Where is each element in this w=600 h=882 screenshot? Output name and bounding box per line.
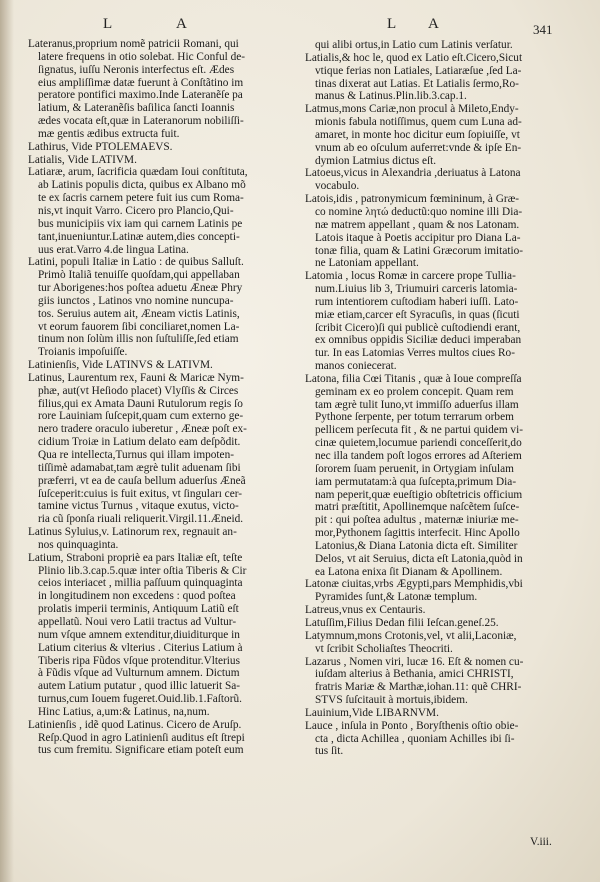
text-line: Lathirus, Vide PTOLEMAEVS. — [28, 140, 173, 153]
text-line: mæ gentis ædibus extructa fuit. — [38, 127, 180, 140]
text-line: Latini, populi Italiæ in Latio : de quibus Salluſt. — [28, 256, 244, 269]
text-line: Latialis, Vide LATIVM. — [28, 153, 137, 166]
text-line: vnum ab eo oſculum auferret:vnde & ipſe En- — [315, 141, 522, 154]
text-line: num.Liuius lib 3, Triumuiri carceris latomia- — [315, 283, 518, 296]
right-column — [305, 39, 587, 758]
left-column — [28, 38, 310, 757]
text-line: Troianis impoſuiſſe. — [38, 346, 128, 359]
text-line: pit : qui poſtea adultus , maternæ iniuriæ me- — [315, 514, 519, 527]
text-line: turnus,cum Iouem fugeret.Ouid.lib.1.Faſtorũ. — [38, 693, 242, 706]
text-line: tamine victus Turnus , vitaque exutus, victo- — [38, 500, 239, 513]
text-line: Latiaræ, arum, ſacrificia quædam Ioui conſtituta, — [28, 166, 248, 179]
text-line: amaret, in monte hoc dicitur eum ſopiuiſſe, vt — [315, 128, 520, 141]
text-line: nos quinquaginta. — [38, 538, 119, 551]
text-line: tinum non ſolùm illis non ſuſtuliſſe,ſed etiam — [38, 333, 239, 346]
header-letter: L — [103, 16, 113, 32]
text-line: ſuſceperit:cuius is fuit exitus, vt ſinguları cer- — [38, 487, 243, 500]
text-line: fratris Mariæ & Marthæ,iohan.11: quẽ CHRI- — [315, 681, 522, 694]
text-line: eius ampliſſimæ datæ fuerunt à Conſtãtino im — [38, 76, 244, 89]
text-line: miæ etiam,carcer eſt Syracuſis, in quas (ſicuti — [315, 308, 520, 321]
text-line: STVS ſuſcitauit à mortuis,ibidem. — [315, 694, 468, 707]
text-line: nero tradere oraculo iuberetur , Æneæ poſt ex- — [38, 423, 247, 436]
text-line: Latona, filia Cœi Titanis , quæ à Ioue compreſſa — [305, 372, 522, 385]
text-line: Latinus, Laurentum rex, Fauni & Maricæ Nym- — [28, 371, 244, 384]
text-line: co nomine λητώ deductũ:quo nomine illi Dia- — [315, 205, 523, 218]
text-line: ſignatus, iuſſu Neronis interfectus eſt. Ædes — [38, 63, 235, 76]
text-line: Latonius,& Diana Latonia dicta eſt. Similiter — [315, 539, 518, 552]
text-line: Delos, vt ait Seruius, dicta eſt Latonia,quòd in — [315, 552, 523, 565]
text-line: appellatũ. Noui vero Latii tractus ad Vultur- — [38, 615, 237, 628]
text-line: prolatis imperii terminis, Antiquum Latiũ eſt — [38, 603, 239, 616]
text-line: latere frequens in otio solebat. Hic Conful de- — [38, 50, 246, 63]
text-line: tos. Seruius autem ait, Æneam victis Latinis, — [38, 307, 240, 320]
text-line: phæ, aut(vt Heſiodo placet) Vlyſſis & Circes — [38, 384, 239, 397]
text-line: rum intentiorem cuſtodiam haberi iuſſi. Lato- — [315, 295, 519, 308]
text-line: manos coniecerat. — [315, 360, 397, 373]
text-line: mor,Pythonem ſagittis interfecit. Hinc Apollo — [315, 527, 520, 540]
text-line: te ex ſacris carnem petere fuit ius cum Roma- — [38, 192, 244, 205]
text-line: Lazarus , Nomen viri, lucæ 16. Eſt & nomen cu- — [305, 655, 524, 668]
catchword: V.iii. — [530, 836, 552, 848]
text-line: Hinc Latius, a,um:& Latinus, na,num. — [38, 705, 210, 718]
text-line: Pythone ſerpente, per totum terrarum orbem — [315, 411, 514, 424]
text-line: Latinus Syluius,v. Latinorum rex, regnauit an- — [28, 526, 237, 539]
page-number: 341 — [533, 22, 553, 37]
text-line: cta , dicta Achillea , quoniam Achilles ibi ſi- — [315, 732, 515, 745]
running-header — [0, 10, 600, 40]
text-line: bus municipiis vix iam qui carnem Latinis pe — [38, 217, 243, 230]
text-line: Latium citerius & vlterius . Citerius Latium à — [38, 641, 243, 654]
text-line: Latomia , locus Romæ in carcere prope Tullia- — [305, 270, 516, 283]
text-line: Latium, Straboni propriè ea pars Italiæ eſt, teſte — [28, 551, 243, 564]
text-line: Tiberis ripa Fũdos vſque protenditur.Vlterius — [38, 654, 240, 667]
text-line: iam permutatam:à qua ſuſcepta,primum Dia- — [315, 475, 517, 488]
text-line: Plinio lib.3.cap.5.quæ inter oſtia Tiberis & Cir — [38, 564, 247, 577]
text-line: Latialis,& hoc le, quod ex Latio eſt.Cicero,Sicut — [305, 51, 523, 64]
text-line: filius,qui ex Amata Dauni Rutulorum regis ſo — [38, 397, 243, 410]
text-line: ria cũ ſponſa riuali reliquerit.Virgil.11.Æneid. — [38, 513, 244, 526]
text-line: à Fũdis vſque ad Vulturnum amnem. Dictum — [38, 667, 240, 680]
text-line: mionis fabula notiſſimus, quem cum Luna ad- — [315, 116, 522, 129]
text-line: nis,vt inquit Varro. Cicero pro Plancio,Qui- — [38, 204, 234, 217]
text-line: Latonæ ciuitas,vrbs Ægypti,pars Memphidis,vbi — [305, 578, 523, 591]
text-line: in longitudinem non excedens : quod poſtea — [38, 590, 236, 603]
text-line: vocabulo. — [315, 180, 360, 193]
text-line: Latinienſis, Vide LATINVS & LATIVM. — [28, 359, 213, 372]
text-line: geminam ex eo prolem concepit. Quam rem — [315, 385, 514, 398]
text-line: cinæ quietem,locumue pariendi conceſſerit,do — [315, 437, 522, 450]
text-line: ſcribit Cicero)ſi qui publicè cuſtodiendi erant, — [315, 321, 521, 334]
text-line: vtique ferias non Latiales, Latiaræſue ,ſed La- — [315, 64, 522, 77]
text-line: ſororem ſuam peruenit, in Ortygiam inſulam — [315, 462, 514, 475]
text-line: Lauce , inſula in Ponto , Boryſthenis oſtio obie- — [305, 719, 519, 732]
text-line: dymion Latmius dictus eſt. — [315, 154, 437, 167]
text-line: Latreus,vnus ex Centauris. — [305, 604, 426, 617]
text-line: Latuſſim,Filius Dedan filii Ieſcan.geneſ.25. — [305, 616, 499, 629]
text-line: pellicem perſecuta fit , & ne partui quidem vi- — [315, 424, 523, 437]
text-line: iuſdam alterius à Bethania, amici CHRISTI, — [315, 668, 514, 681]
text-line: præferri, vt ea de cauſa bellum aduerſus Æneã — [38, 474, 246, 487]
text-line: tinas dixerat aut Latias. Et Latialis ſermo,Ro- — [315, 77, 519, 90]
text-line: Reſp.Quod in agro Latinienſi auditus eſt ſtrepi — [38, 731, 245, 744]
text-line: vt ſcribit Scholiaſtes Theocriti. — [315, 642, 453, 655]
text-line: ne Latoniam appellant. — [315, 257, 419, 270]
text-line: ædes vocata eſt,quæ in Lateranorum nobiliſſi- — [38, 115, 244, 128]
text-line: næ matrem appellant , quam & nos Latonam. — [315, 218, 520, 231]
text-line: tus ſit. — [315, 745, 344, 758]
text-line: autem Latium putatur , quod illic latuerit Sa- — [38, 680, 241, 693]
text-line: tam ægrè tulit Iuno,vt immiſſo aduerſus illam — [315, 398, 519, 411]
text-line: latium, & Lateranẽſis baſilica ſancti Ioannis — [38, 102, 235, 115]
text-line: ceios interiacet , millia paſſuum quinquaginta — [38, 577, 243, 590]
text-line: qui alibi ortus,in Latio cum Latinis verſatur. — [315, 39, 513, 51]
text-line: num vſque amnem extenditur,diuiditurque in — [38, 628, 240, 641]
text-line: nec illa tandem poſt logos errores ad Aſteriem — [315, 450, 522, 462]
header-letter: A — [428, 16, 439, 32]
text-line: Latymnum,mons Crotonis,vel, vt alii,Laconiæ, — [305, 629, 517, 642]
text-line: Latmus,mons Cariæ,non procul à Mileto,Endy- — [305, 103, 519, 116]
text-line: Lateranus,proprium nomẽ patricii Romani, qui — [28, 38, 239, 50]
text-line: tiſſimè adamabat,tam ægrè tulit aduenam ſibi — [38, 461, 241, 474]
header-letter: L — [387, 16, 397, 32]
text-line: giis iunctos , Latinos vno nomine nuncupa- — [38, 294, 234, 307]
text-line: Qua re intellecta,Turnus qui illam impoten- — [38, 449, 234, 461]
header-letter: A — [176, 16, 187, 32]
text-line: matri præſtitit, Apollinemque naſcẽtem ſuſce- — [315, 501, 520, 514]
text-line: nam peperit,quæ eueſtigio obſtetricis officium — [315, 488, 523, 501]
text-line: tur Aborigenes:hos poſtea aduetu Æneæ Phry — [38, 282, 243, 295]
text-line: Latois itaque à Poetis accipitur pro Diana La- — [315, 231, 521, 244]
text-line: peratore pontifici maximo.Inde Lateranẽſe pa — [38, 89, 243, 102]
text-line: cidium Troiæ in Latium delato eam deſpõdit. — [38, 436, 241, 449]
text-line: Lauinium,Vide LIBARNVM. — [305, 706, 439, 719]
text-line: Latinienſis , idẽ quod Latinus. Cicero de Aruſp. — [28, 718, 242, 731]
text-line: Primò Italiã tenuiſſe quoſdam,qui appellaban — [38, 269, 240, 282]
text-line: ea Latona enixa ſit Dianam & Apollinem. — [315, 565, 503, 578]
text-line: Latois,idis , patronymicum fœmininum, à Græ- — [305, 193, 519, 206]
text-line: manus & Latinus.Plin.lib.3.cap.1. — [315, 90, 467, 103]
text-line: uus erat.Varro 4.de lingua Latina. — [38, 243, 189, 256]
text-line: tant,inueniuntur.Latinæ autem,dies concepti- — [38, 230, 240, 243]
text-line: tur. In eas Latomias Verres multos ciues Ro- — [315, 347, 515, 360]
text-line: rore Lauiniam ſuſcepit,quam cum externo ge- — [38, 410, 244, 423]
text-line: ex omnibus oppidis Siciliæ deduci imperaban — [315, 334, 522, 347]
text-line: Latoeus,vicus in Alexandria ,deriuatus à Latona — [305, 167, 521, 180]
text-line: vt eorum fauorem ſibi conciliaret,nomen La- — [38, 320, 240, 333]
text-line: tonæ filia, quam & Latini Græcorum imitatio- — [315, 244, 524, 257]
text-line: tus cum fremitu. Significare etiam poteſt eum — [38, 744, 244, 757]
text-line: Pyramides ſunt,& Latonæ templum. — [315, 591, 478, 604]
text-line: ab Latinis populis dicta, quibus ex Albano mõ — [38, 179, 246, 192]
